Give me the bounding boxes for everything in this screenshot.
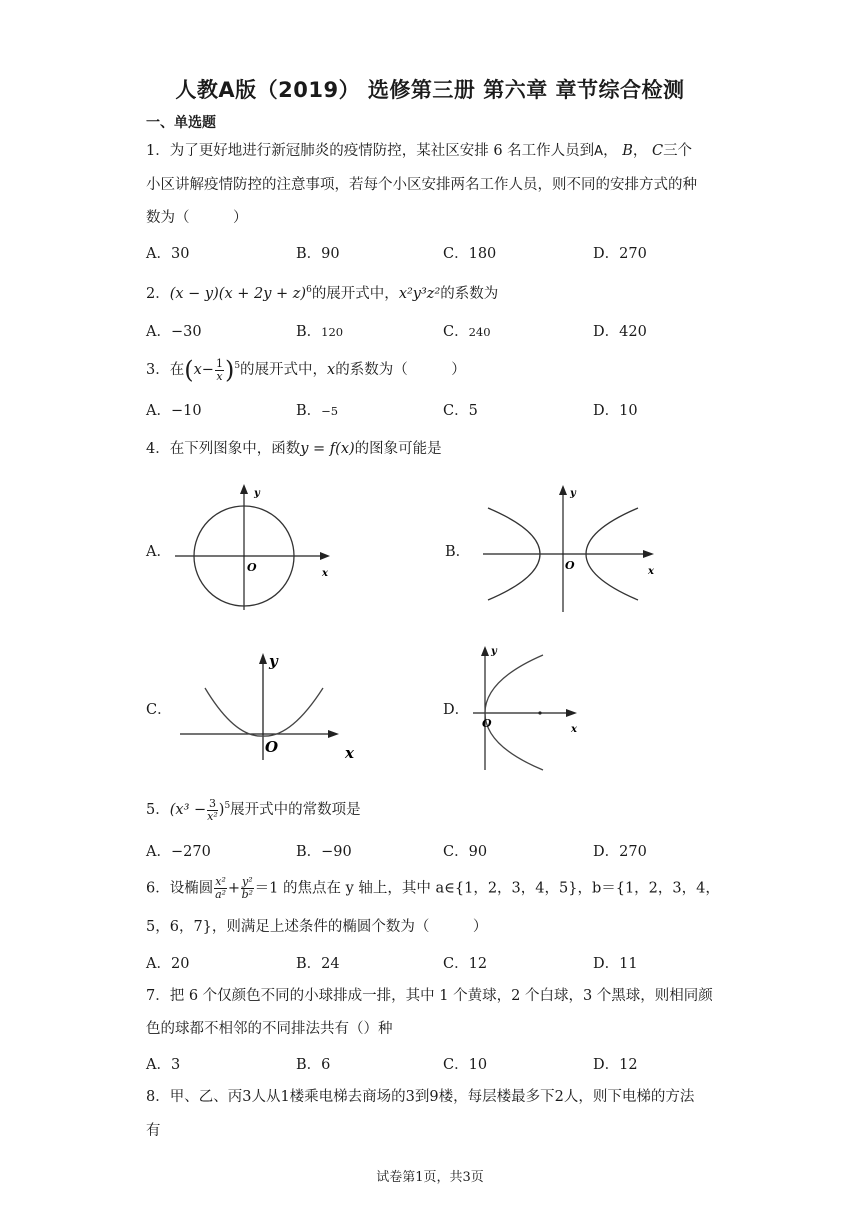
graph-c-label[interactable]: C． — [146, 702, 172, 718]
option-c[interactable]: C．240 — [443, 324, 491, 340]
option-a[interactable]: A．−30 — [146, 324, 202, 340]
option-a[interactable]: A．−10 — [146, 403, 202, 419]
y-axis-label: y — [570, 488, 576, 499]
origin-label: O — [265, 738, 279, 756]
option-b[interactable]: B．−90 — [296, 844, 352, 860]
question-2-stem: 2．$(x - y)(x + 2y + z)^6$的展开式中，x²y³z²的系数为 — [146, 285, 499, 302]
x-axis-label: x — [648, 566, 654, 577]
graph-a-label[interactable]: A． — [146, 544, 171, 560]
question-6-line-1: 6．设椭圆 $\frac{\text{x²}}{\text{a²}}$ + $\frac{\text{y²}}{\text{b²}}$ ＝1 的焦点在 y 轴上，其中 a∈{1，2，3，4，5}，b＝{1，2，3，4， — [146, 875, 720, 901]
option-b[interactable]: B．−5 — [296, 403, 339, 419]
option-b[interactable]: B．24 — [296, 956, 340, 972]
question-3-stem: 3．在(x− $\frac{1}{x}$ )$^5$的展开式中，x的系数为（ ） — [146, 356, 466, 384]
question-5-options — [146, 840, 706, 860]
y-axis-label: y — [269, 652, 278, 670]
option-d[interactable]: D．11 — [593, 956, 638, 972]
fraction-x: $\frac{\text{x²}}{\text{a²}}$ — [215, 875, 227, 901]
graph-c-parabola[interactable] — [175, 648, 365, 763]
option-b[interactable]: B．6 — [296, 1057, 331, 1073]
question-6-line-2: 5，6，7}，则满足上述条件的椭圆个数为（ ） — [146, 919, 488, 935]
graph-b-hyperbola[interactable] — [478, 480, 668, 615]
option-a[interactable]: A．−270 — [146, 844, 211, 860]
question-6-options — [146, 952, 706, 972]
graph-d-sideways-parabola[interactable] — [465, 640, 595, 775]
graph-a-circle[interactable] — [170, 480, 340, 610]
fraction: $\frac{3}{\text{x²}}$ — [207, 796, 218, 823]
option-d[interactable]: D．420 — [593, 324, 647, 340]
option-a[interactable]: A．30 — [146, 246, 190, 262]
page-title: 人教A版（2019） 选修第三册 第六章 章节综合检测 — [175, 78, 685, 102]
option-a[interactable]: A．3 — [146, 1057, 181, 1073]
fraction: $\frac{1}{x}$ — [215, 356, 223, 383]
question-5-stem: 5．(x³ − $\frac{3}{\text{x²}}$ )$^5$展开式中的常数项是 — [146, 796, 361, 823]
option-c[interactable]: C．90 — [443, 844, 488, 860]
question-1-line-3: 数为（ ） — [146, 210, 248, 226]
y-axis-label: y — [254, 488, 260, 499]
option-c[interactable]: C．10 — [443, 1057, 488, 1073]
option-a[interactable]: A．20 — [146, 956, 190, 972]
option-d[interactable]: D．270 — [593, 844, 647, 860]
option-b[interactable]: B．90 — [296, 246, 340, 262]
section-heading: 一、单选题 — [146, 115, 216, 131]
option-b[interactable]: B．120 — [296, 324, 344, 340]
option-c[interactable]: C．180 — [443, 246, 497, 262]
question-1-options — [146, 242, 706, 262]
origin-label: O — [565, 559, 575, 572]
option-c[interactable]: C．5 — [443, 403, 478, 419]
question-7-line-2: 色的球都不相邻的不同排法共有（）种 — [146, 1021, 393, 1037]
question-4-stem: 4．在下列图象中，函数y = f(x)的图象可能是 — [146, 441, 442, 457]
y-axis-label: y — [491, 646, 497, 657]
question-3-options — [146, 399, 706, 419]
question-7-options — [146, 1053, 706, 1073]
x-axis-label: x — [322, 568, 328, 579]
graph-d-label[interactable]: D． — [443, 702, 470, 718]
x-axis-label: x — [345, 744, 354, 762]
page-footer: 试卷第1页，共3页 — [376, 1170, 484, 1185]
question-7-line-1: 7．把 6 个仅颜色不同的小球排成一排，其中 1 个黄球，2 个白球，3 个黑球，则相同颜 — [146, 988, 713, 1004]
question-8-line-2: 有 — [146, 1123, 161, 1139]
option-d[interactable]: D．12 — [593, 1057, 638, 1073]
question-1-line-1: 1．为了更好地进行新冠肺炎的疫情防控，某社区安排 6 名工作人员到A， B， C三个 — [146, 143, 693, 159]
question-2-options — [146, 320, 706, 340]
x-axis-label: x — [571, 724, 577, 735]
question-1-line-2: 小区讲解疫情防控的注意事项，若每个小区安排两名工作人员，则不同的安排方式的种 — [146, 177, 697, 193]
option-d[interactable]: D．270 — [593, 246, 647, 262]
origin-label: O — [247, 561, 257, 574]
fraction-y: $\frac{\text{y²}}{\text{b²}}$ — [241, 875, 254, 901]
option-d[interactable]: D．10 — [593, 403, 638, 419]
question-8-line-1: 8．甲、乙、丙3人从1楼乘电梯去商场的3到9楼，每层楼最多下2人，则下电梯的方法 — [146, 1089, 695, 1105]
origin-label: O — [482, 717, 492, 730]
graph-b-label[interactable]: B． — [445, 544, 471, 560]
option-c[interactable]: C．12 — [443, 956, 488, 972]
